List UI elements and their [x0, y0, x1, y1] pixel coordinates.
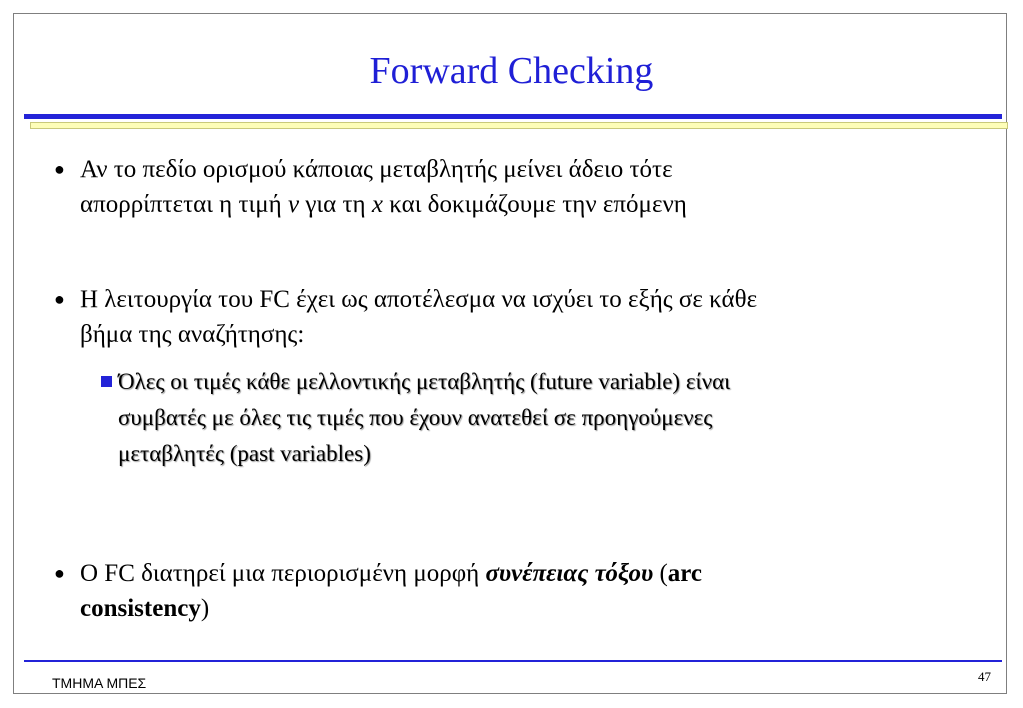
bullet-1 [54, 152, 980, 222]
square-bullet-icon [101, 376, 112, 387]
bullet-dot-icon: ● [54, 159, 65, 179]
sub-bullet [118, 364, 958, 472]
text-span: απορρίπτεται η τιμή [80, 191, 289, 218]
slide-title: Forward Checking [369, 50, 654, 92]
bullet-2-line-1: Η λειτουργία του FC έχει ως αποτέλεσμα να ισχύει το εξής σε κάθε [80, 286, 758, 313]
page-number: 47 [978, 669, 991, 684]
text-span: και δοκιμάζουμε την επόμενη [382, 191, 687, 218]
bullet-3-line-1 [80, 556, 980, 591]
bullet-3 [54, 556, 980, 626]
footer-rule [24, 660, 1002, 662]
var-v: v [288, 191, 300, 218]
sub-bullet-line-3: μεταβλητές (past variables) [118, 441, 371, 466]
strong-text: arc [667, 560, 703, 587]
text-span: Ο FC διατηρεί μια περιορισμένη μορφή [80, 560, 486, 587]
bullet-dot-icon: ● [54, 563, 65, 583]
bullet-2-line-2: βήμα της αναζήτησης: [80, 321, 305, 348]
bullet-1-line-2 [80, 187, 980, 222]
emphasis-text: συνέπειας τόξου [485, 560, 654, 587]
footer-department: ΤΜΗΜΑ ΜΠΕΣ [52, 675, 147, 691]
var-x: x [371, 191, 383, 218]
bullet-1-line-1: Αν το πεδίο ορισμού κάποιας μεταβλητής μείνει άδειο τότε [80, 156, 673, 183]
bullet-2 [54, 282, 980, 352]
bullet-dot-icon: ● [54, 289, 65, 309]
strong-text: consistency [80, 595, 201, 622]
text-span: ) [200, 595, 210, 622]
text-span: για τη [299, 191, 372, 218]
bullet-3-line-2 [80, 591, 980, 626]
text-span: ( [653, 560, 668, 587]
sub-bullet-line-1: Όλες οι τιμές κάθε μελλοντικής μεταβλητής (future variable) είναι [118, 369, 731, 394]
sub-bullet-line-2: συμβατές με όλες τις τιμές που έχουν ανατεθεί σε προηγούμενες [118, 405, 713, 430]
